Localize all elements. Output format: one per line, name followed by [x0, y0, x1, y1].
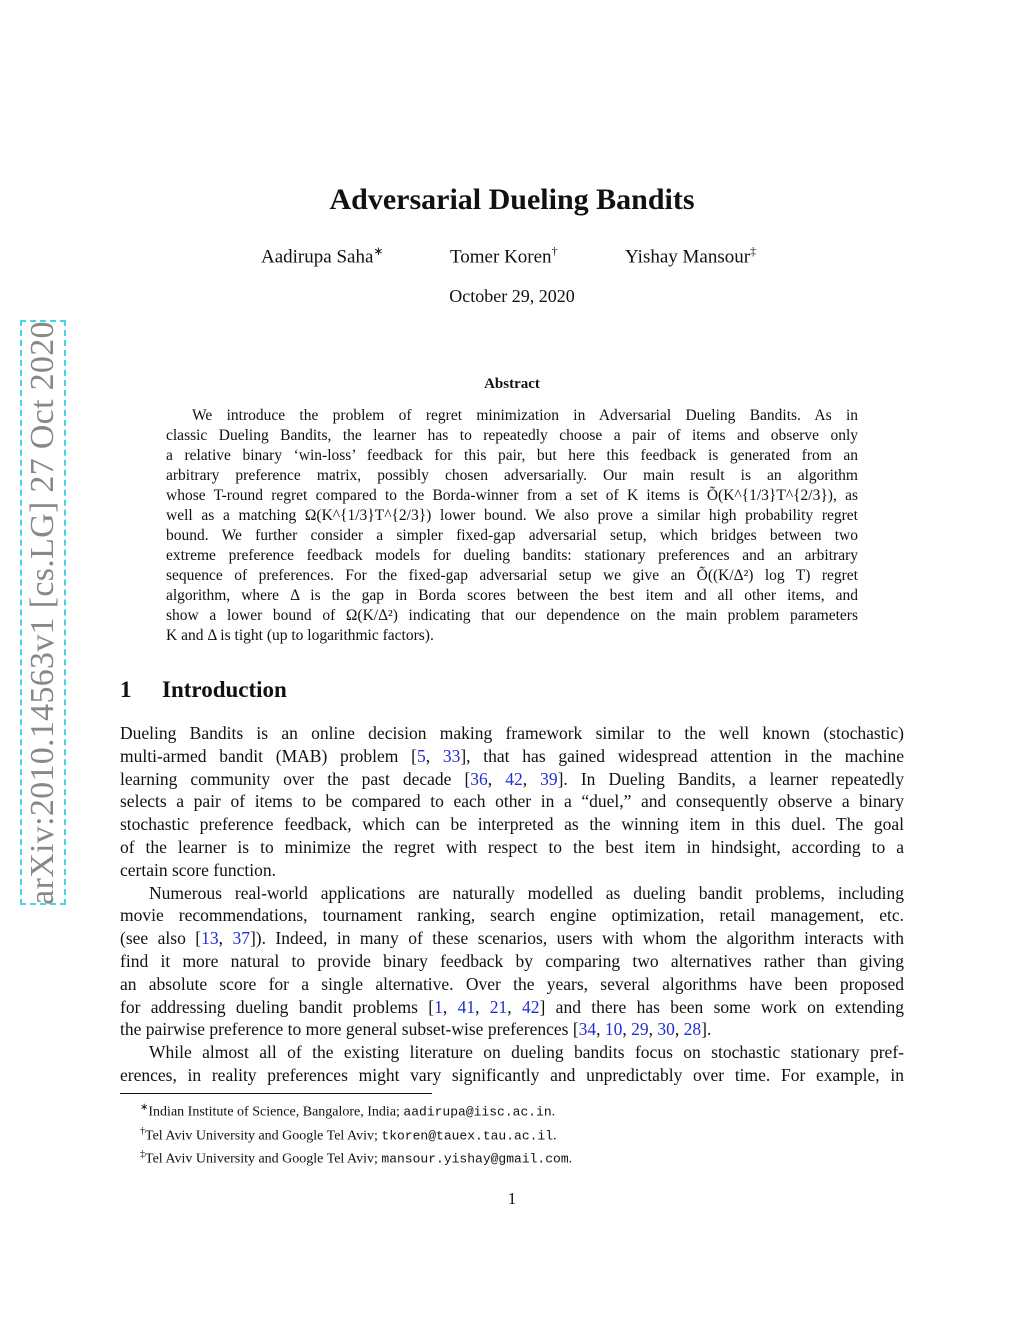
citation-link[interactable]: 36 — [470, 768, 488, 789]
citation-link[interactable]: 28 — [683, 1019, 702, 1040]
abstract-line: well as a matching Ω(K^{1/3}T^{2/3}) lower bound. We also prove a similar high probability regret — [166, 507, 858, 524]
footnote-email[interactable]: mansour.yishay@gmail.com — [381, 1151, 569, 1167]
abstract-line: bound. We further consider a simpler fixed-gap adversarial setup, which bridges between two — [166, 527, 858, 544]
body-line: learning community over the past decade [36, 42, 39]. In Dueling Bandits, a learner repeatedly — [120, 768, 905, 789]
author-name: Aadirupa Saha — [261, 246, 374, 268]
citation-link[interactable]: 21 — [489, 996, 508, 1017]
footnote-text: Tel Aviv University and Google Tel Aviv; — [145, 1128, 382, 1144]
citation-link[interactable]: 5 — [416, 745, 426, 766]
abstract-line: show a lower bound of Ω(K/Δ²) indicating that our dependence on the main problem parameters — [166, 607, 858, 624]
author-name: Yishay Mansour — [625, 246, 751, 268]
footnote-1: ∗Indian Institute of Science, Bangalore, India; aadirupa@iisc.ac.in. — [140, 1102, 556, 1120]
body-line: Dueling Bandits is an online decision making framework similar to the well known (stochastic) — [120, 723, 904, 743]
introduction-body — [120, 722, 904, 1087]
body-line: While almost all of the existing literature on dueling bandits focus on stochastic stationary pref- — [149, 1042, 904, 1063]
arxiv-identifier: arXiv:2010.14563v1 [cs.LG] 27 Oct 2020 — [24, 320, 61, 905]
body-line: find it more natural to provide binary feedback by comparing two alternatives rather than giving — [120, 950, 904, 971]
body-line: for addressing dueling bandit problems [1, 41, 21, 42] and there has been some work on extending — [120, 996, 905, 1017]
abstract-line: algorithm, where Δ is the gap in Borda scores between the best item and all other items, and — [166, 587, 858, 604]
publication-date: October 29, 2020 — [449, 286, 575, 306]
body-line: multi-armed bandit (MAB) problem [5, 33], that has gained widespread attention in the machine — [120, 745, 905, 766]
abstract-line: sequence of preferences. For the fixed-gap adversarial setup we give an Õ((K/Δ²) log T) regret — [166, 567, 858, 584]
author-name: Tomer Koren — [450, 246, 552, 268]
section-number: 1 — [120, 677, 132, 702]
citation-link[interactable]: 33 — [442, 745, 461, 766]
citation-link[interactable]: 42 — [522, 996, 540, 1017]
footnote-mark: ∗ — [140, 1102, 149, 1113]
body-line: (see also [13, 37]). Indeed, in many of these scenarios, users with whom the algorithm interacts with — [120, 928, 904, 949]
citation-link[interactable]: 42 — [505, 768, 523, 789]
footnote-mark: ‡ — [140, 1149, 145, 1161]
citation-link[interactable]: 39 — [540, 768, 558, 789]
author-3 — [625, 244, 756, 268]
section-heading — [120, 677, 287, 703]
section-title: Introduction — [162, 677, 287, 702]
citation-link[interactable]: 37 — [232, 928, 250, 949]
paper-title: Adversarial Dueling Bandits — [329, 183, 695, 216]
abstract-line: K and Δ is tight (up to logarithmic factors). — [166, 627, 434, 644]
abstract-body — [166, 406, 858, 646]
footnote-mark: † — [140, 1125, 145, 1137]
body-line: Numerous real-world applications are naturally modelled as dueling bandit problems, including — [149, 882, 904, 903]
footnote-text: Tel Aviv University and Google Tel Aviv; — [145, 1151, 382, 1167]
page-number: 1 — [507, 1189, 517, 1208]
body-line: selects a pair of items to be compared to each other in a “duel,” and consequently observe a binary — [120, 791, 904, 812]
body-line: certain score function. — [120, 859, 276, 880]
footnote-3: ‡Tel Aviv University and Google Tel Aviv; mansour.yishay@gmail.com. — [140, 1149, 573, 1167]
author-1 — [261, 244, 383, 268]
abstract-line: a relative binary ‘win-loss’ feedback for this pair, but here this feedback is generated from an — [166, 447, 858, 464]
citation-link[interactable]: 13 — [201, 928, 219, 949]
body-line: the pairwise preference to more general subset-wise preferences [34, 10, 29, 30, 28]. — [120, 1019, 712, 1040]
citation-link[interactable]: 30 — [657, 1019, 675, 1040]
footnote-email[interactable]: aadirupa@iisc.ac.in — [403, 1104, 552, 1120]
abstract-line: classic Dueling Bandits, the learner has to repeatedly choose a pair of items and observe only — [166, 427, 858, 444]
citation-link[interactable]: 41 — [457, 996, 476, 1017]
body-line: of the learner is to minimize the regret with respect to the best item in hindsight, according to a — [120, 836, 904, 857]
abstract-line: We introduce the problem of regret minimization in Adversarial Dueling Bandits. As in — [192, 407, 858, 424]
arxiv-sidebar — [20, 320, 66, 905]
author-mark: ∗ — [373, 244, 384, 258]
author-mark: ‡ — [750, 244, 757, 258]
author-2 — [450, 244, 558, 268]
body-line: erences, in reality preferences might vary significantly and unpredictably over time. For example, in — [120, 1064, 904, 1085]
footnote-email[interactable]: tkoren@tauex.tau.ac.il — [381, 1128, 554, 1144]
abstract-line: arbitrary preference matrix, possibly chosen adversarially. Our main result is an algorithm — [166, 467, 858, 484]
citation-link[interactable]: 29 — [631, 1019, 649, 1040]
footnotes — [120, 1098, 572, 1169]
abstract-line: whose T-round regret compared to the Borda-winner from a set of K items is Õ(K^{1/3}T^{2/3}), as — [166, 487, 858, 504]
abstract-line: extreme preference feedback models for dueling bandits: stationary preferences and an arbitrary — [166, 547, 858, 564]
citation-link[interactable]: 34 — [578, 1019, 597, 1040]
author-mark: † — [551, 244, 558, 258]
footnote-text: Indian Institute of Science, Bangalore, India; — [148, 1104, 404, 1120]
body-line: stochastic preference feedback, which can be interpreted as the winning item in this duel. The goal — [120, 814, 904, 835]
footnote-rule — [120, 1093, 432, 1094]
citation-link[interactable]: 10 — [604, 1019, 623, 1040]
footnote-2: †Tel Aviv University and Google Tel Aviv; tkoren@tauex.tau.ac.il. — [140, 1125, 557, 1144]
citation-link[interactable]: 1 — [434, 996, 443, 1017]
body-line: an absolute score for a single alternative. Over the years, several algorithms have been proposed — [120, 973, 904, 994]
abstract-heading: Abstract — [484, 376, 540, 392]
body-line: movie recommendations, tournament ranking, search engine optimization, retail management, etc. — [120, 905, 904, 926]
